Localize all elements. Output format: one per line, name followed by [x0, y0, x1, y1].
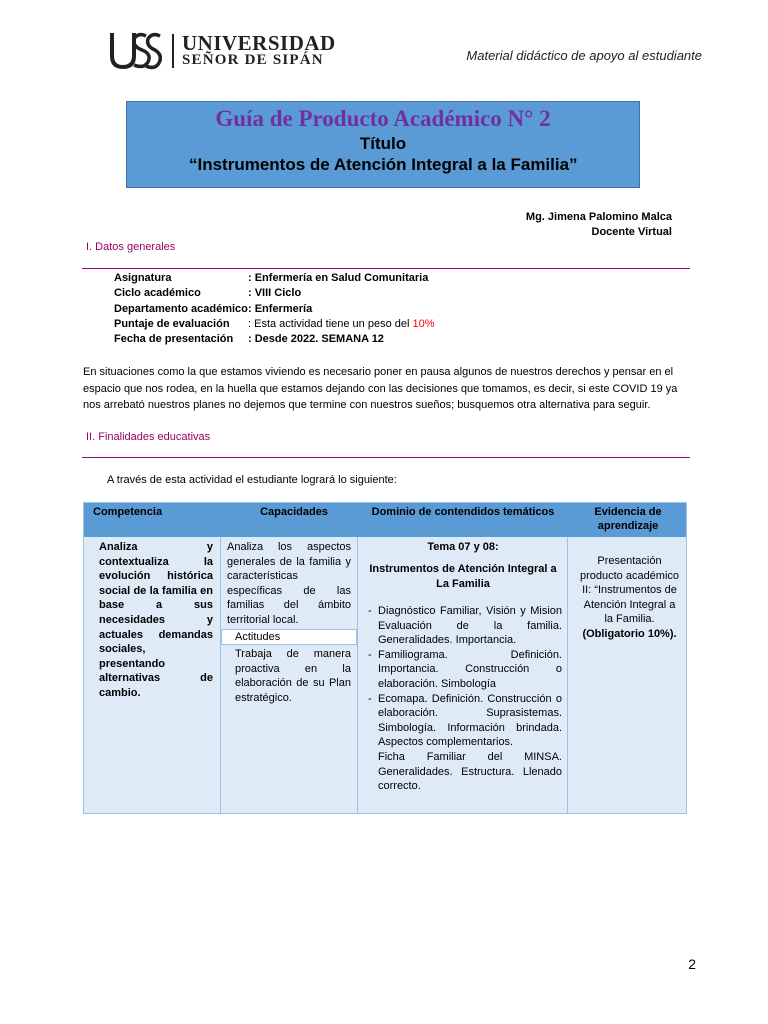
header-capacidades: Capacidades	[260, 506, 328, 518]
author-name: Mg. Jimena Palomino Malca	[525, 211, 672, 223]
section-datos-generales: I. Datos generales	[86, 241, 176, 253]
header-competencia: Competencia	[93, 506, 163, 518]
column-divider	[357, 537, 358, 813]
intro-sentence: A través de esta actividad el estudiante logrará lo siguiente:	[107, 474, 397, 486]
evidencia-text: Presentación producto académico II: “Instrumentos de Atención Integral a la Familia.	[579, 555, 680, 626]
cell-competencia: Analiza y contextualiza la evolución histórica social de la familia en base a sus necesidades y actuales demandas sociales, presentando alternativas de cambio.	[99, 541, 213, 699]
uss-logo-icon	[110, 30, 162, 72]
author-role: Docente Virtual	[591, 226, 672, 238]
cell-tema-titulo: Instrumentos de Atención Integral a La Familia	[369, 563, 557, 590]
actitudes-label: Actitudes	[221, 629, 357, 645]
info-value: : Desde 2022. SEMANA 12	[248, 333, 384, 346]
bullet-dash-icon: -	[368, 692, 372, 705]
logo-divider	[172, 34, 174, 68]
topic-item	[368, 692, 562, 750]
info-label: Asignatura	[114, 272, 172, 284]
column-divider	[567, 537, 568, 813]
info-value: : Enfermería	[248, 302, 313, 315]
info-label: Puntaje de evaluación	[114, 317, 230, 330]
info-value: : VIII Ciclo	[248, 287, 302, 300]
title-box	[126, 101, 640, 188]
header-dominio: Dominio de contendidos temáticos	[371, 506, 555, 518]
section-finalidades: II. Finalidades educativas	[86, 431, 211, 443]
document-subtitle: “Instrumentos de Atención Integral a la Familia”	[189, 155, 578, 174]
info-label: Departamento académico	[114, 302, 248, 315]
topic-text: Ficha Familiar del MINSA. Generalidades. Estructura. Llenado correcto.	[378, 750, 562, 793]
topic-text: Diagnóstico Familiar, Visión y Mision Evaluación de la familia. Generalidades. Importancia.	[378, 605, 562, 647]
cell-actitudes: Trabaja de manera proactiva en la elaboración de su Plan estratégico.	[235, 648, 351, 704]
guide-title: Guía de Producto Académico N° 2	[215, 106, 551, 131]
header-note: Material didáctico de apoyo al estudiante	[466, 48, 702, 63]
topic-item	[368, 750, 562, 794]
bullet-dash-icon: -	[368, 605, 372, 617]
topic-text: Familiograma. Definición. Importancia. Construcción o elaboración. Simbología	[378, 648, 562, 690]
info-label: Ciclo académico	[114, 287, 201, 300]
section-divider	[82, 457, 690, 458]
cell-tema: Tema 07 y 08:	[427, 541, 499, 553]
weight-percentage: 10%	[412, 317, 435, 330]
author-block	[526, 210, 672, 240]
cell-capacidades: Analiza los aspectos generales de la familia y características específicas de las familias del ámbito territorial local.	[227, 541, 351, 626]
cell-evidencia	[578, 554, 681, 642]
info-value	[248, 318, 435, 330]
page-number: 2	[688, 956, 696, 972]
university-logo	[110, 30, 342, 72]
intro-paragraph: En situaciones como la que estamos viviendo es necesario poner en pausa algunos de nuestros derechos y pensar en el espacio que nos rodea, en la huella que estamos dejando con las decisiones que tomamos, es decir, si este COVID 19 ya nos arrebató nuestros planes no dejemos que termine con nuestros sueños; busquemos otra alternativa para seguir.	[83, 366, 678, 411]
info-label: Fecha de presentación	[114, 333, 234, 346]
table-header	[84, 503, 686, 537]
university-subname: SEÑOR DE SIPÁN	[182, 52, 324, 68]
topic-item	[368, 648, 562, 692]
header-evidencia: Evidencia de aprendizaje	[594, 506, 662, 532]
competencies-table	[83, 502, 687, 814]
section-divider	[82, 268, 690, 269]
topic-list	[368, 604, 562, 794]
university-name: UNIVERSIDAD	[182, 31, 336, 55]
title-label: Título	[359, 134, 407, 153]
evidencia-required: (Obligatorio 10%).	[582, 627, 677, 640]
topic-text: Ecomapa. Definición. Construcción o elaboración. Suprasistemas. Simbología. Información brindada. Aspectos complementarios.	[378, 692, 562, 749]
info-value: : Enfermería en Salud Comunitaria	[248, 272, 429, 284]
topic-item	[368, 604, 562, 648]
column-divider	[220, 537, 221, 813]
bullet-dash-icon: -	[368, 648, 372, 661]
info-value-text: : Esta actividad tiene un peso del	[248, 317, 413, 330]
